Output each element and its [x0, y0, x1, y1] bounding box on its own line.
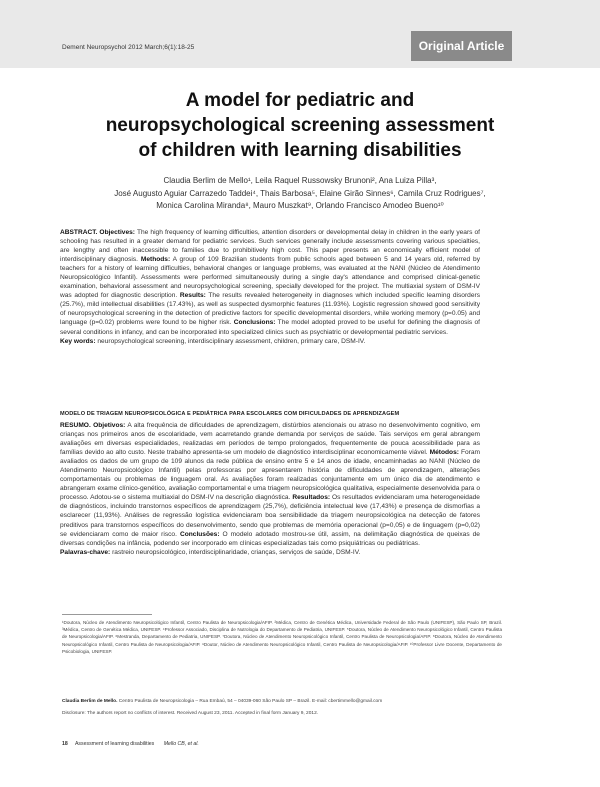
- article-title: [60, 88, 540, 163]
- page-footer: [62, 741, 199, 747]
- methods-text: A group of 109 Brazilian students from public schools aged between 5 and 14 years old, referred by teachers for a history of learning difficulties, behavioral changes or language problems, was evaluated at the NANI (Núcleo de Atendimento Neuropsicológico Infantil). Assessments were performed simultaneously during a single day's attendance and comprised clinical-genetic examination, behavioral assessment and neuropsychological screening, specially developed for the project. The multiaxial system of DSM-IV was adopted for diagnostic description.: [60, 256, 481, 300]
- title-line: of children with learning disabilities: [138, 140, 462, 161]
- author-line: Claudia Berlim de Mello¹, Leila Raquel Russowsky Brunoni², Ana Luiza Pilla³,: [163, 176, 437, 185]
- objetivos-text: A alta frequência de dificuldades de aprendizagem, distúrbios atencionais ou atraso no desenvolvimento cognitivo, em crianças nos primeiros anos de escolaridade, vem acarretando grande demanda por serviços de saúde. Tais serviços em geral abrangem avaliações em diversas especialidades, realizadas em períodos de tempo prolongados, frequentemente de pouca acessibilidade para as famílias devido ao alto custo. Neste trabalho apresenta-se um modelo de diagnóstico interdisciplinar economicamente viável.: [60, 422, 480, 457]
- portuguese-abstract: [60, 421, 480, 557]
- metodos-text: Foram avaliados os dados de um grupo de 109 alunos da rede pública de ensino entre 5 e 14 anos de idade, encaminhadas ao NANI (Núcleo de Atendimento Neuropsicológico Infantil) pelas professoras por apresentarem história de dificuldades de aprendizagem, alterações comportamentais ou problemas de linguagem oral. As avaliações foram realizadas conjuntamente em um único dia de atendimento e abrangeram exame clínico-genético, avaliação comportamental e uma triagem neuropsicológica qualitativa, especialmente desenvolvida para o processo. Adotou-se o sistema multiaxial do DSM-IV na descrição diagnóstica.: [60, 449, 480, 502]
- author-line: José Augusto Aguiar Carrazedo Taddei⁴, Thais Barbosa⁵, Elaine Girão Sinnes⁶, Camila Cruz Rodrigues⁷,: [114, 188, 486, 198]
- conclusions-text: The model adopted proved to be useful for defining the diagnosis of several conditions in infancy, and can be incorporated into specialized clinics such as psychiatric or developmental pediatric services.: [60, 319, 480, 336]
- running-authors: Mello CB, et al.: [163, 741, 199, 747]
- correspondence-address: Centro Paulista de Neuropsicologia – Rua Embaú, 54 – 04039-060 São Paulo SP – Brazil. E-mail: cbertimmello@gmail.com: [118, 699, 383, 704]
- article-type-tab: Original Article: [411, 31, 512, 61]
- journal-reference: Dement Neuropsychol 2012 March;6(1):18-25: [62, 44, 195, 51]
- correspondence-name: Claudia Berlim de Mello.: [62, 699, 118, 704]
- conclusoes-text: O modelo adotado mostrou-se útil, assim, na delimitação diagnóstica de queixas de diversas condições na infância, podendo ser incorporado em clínicas especializadas tais como psiquiátricas ou pediátricas.: [60, 530, 480, 547]
- methods-label: Methods:: [140, 256, 171, 264]
- resultados-text: Os resultados evidenciaram uma heterogeneidade de diagnósticos, incluindo transtornos específicos de aprendizagem (25,7%), deficiência intelectual leve (17,43%) e presença de dismorfias a esclarecer (11,93%). Análises de regressão logística evidenciaram boa sensibilidade da triagem neuropsicológica na detecção de fatores preditivos para transtornos específicos do desenvolvimento, sendo que problemas de memória operacional (p=0,05) e de linguagem (p=0,02) se evidenciaram como de maior risco.: [60, 494, 480, 538]
- metodos-label: Métodos:: [429, 449, 459, 457]
- title-line: A model for pediatric and: [185, 90, 415, 111]
- portuguese-title: MODELO DE TRIAGEM NEUROPSICOLÓGICA E PEDIÁTRICA PARA ESCOLARES COM DIFICULDADES DE APRENDIZAGEM: [60, 411, 400, 417]
- results-label: Results:: [179, 292, 206, 300]
- header-band: [0, 0, 600, 68]
- english-abstract: [60, 228, 480, 346]
- conclusoes-label: Conclusões:: [179, 530, 220, 538]
- resumo-body: [60, 421, 480, 548]
- palavras-label: Palavras-chave:: [60, 548, 111, 556]
- author-affiliations: [62, 619, 502, 655]
- running-title: Assessment of learning disabilities: [74, 741, 155, 747]
- author-list: [80, 175, 520, 213]
- title-line: neuropsychological screening assessment: [105, 115, 495, 136]
- footnote-divider: [62, 614, 152, 615]
- page-number: 18: [62, 741, 68, 747]
- author-line: Monica Carolina Miranda⁸, Mauro Muszkat⁹, Orlando Francisco Amodeo Bueno¹⁰: [156, 201, 444, 210]
- objetivos-label: RESUMO. Objetivos:: [60, 422, 126, 429]
- keywords-label: Key words:: [60, 337, 96, 345]
- keywords-text: neuropsychological screening, interdisciplinary assessment, children, primary care, DSM-IV.: [97, 337, 366, 345]
- objectives-text: The high frequency of learning difficulties, attention disorders or developmental delay in children in the early years of schooling has resulted in a greater demand for pediatric services. Such services generally include assessments covering various specialties, are lengthy and often inaccessible to families due to prohibitively high cost. This paper presents an economically efficient model of interdisciplinary diagnosis.: [60, 229, 481, 264]
- conclusions-label: Conclusions:: [233, 319, 276, 327]
- keywords: [60, 337, 480, 346]
- palavras-text: rastreio neuropsicológico, interdisciplinaridade, crianças, serviços de saúde, DSM-IV.: [112, 548, 361, 556]
- results-text: The results revealed heterogeneity in diagnoses which included specific learning disorders (25.7%), mild intellectual disabilities (17.43%), as well as suspected dysmorphic features (11.93%). Logistic regression showed good sensitivity of neuropsychological screening in the detection of predictive factors for specific developmental disorders, while working memory (p=0.05) and language (p=0.02) problems were found to be higher risk.: [60, 292, 480, 327]
- correspondence: [62, 699, 502, 704]
- resultados-label: Resultados:: [292, 494, 331, 502]
- affiliations-text: ¹Doutora, Núcleo de Atendimento Neuropsicológico Infantil, Centro Paulista de Neuropsicologia/AFIP. ²Médica, Centro de Genética Médica, Universidade Federal de São Paulo (UNIFESP), São Paulo SP, Brazil. ³Médica, Centro de Genética Médica, UNIFESP. ⁴Professor Associado, Disciplina de Nutrologia do Departamento de Pediatria, UNIFESP. ⁵Doutora, Núcleo de Atendimento Neuropsicológico Infantil, Centro Paulista de Neuropsicologia/AFIP. ⁶Mestranda, Departamento de Pediatria, UNIFESP. ⁷Doutora, Núcleo de Atendimento Neuropsicológico Infantil, Centro Paulista de Neuropsicologia/AFIP. ⁸Doutora, Núcleo de Atendimento Neuropsicológico Infantil, Centro Paulista de Neuropsicologia/AFIP. ⁹Doutor, Núcleo de Atendimento Neuropsicológico Infantil, Centro Paulista de Neuropsicologia/AFIP. ¹⁰Professor Livre Docente, Departamento de Psicobiologia, UNIFESP.: [62, 620, 502, 654]
- disclosure: Disclosure: The authors report no conflicts of interest. Received August 23, 2011. Accepted in final form January 9, 2012.: [62, 711, 319, 716]
- abstract-body: [60, 228, 480, 337]
- objectives-label: ABSTRACT. Objectives:: [60, 229, 135, 236]
- palavras-chave: [60, 548, 480, 557]
